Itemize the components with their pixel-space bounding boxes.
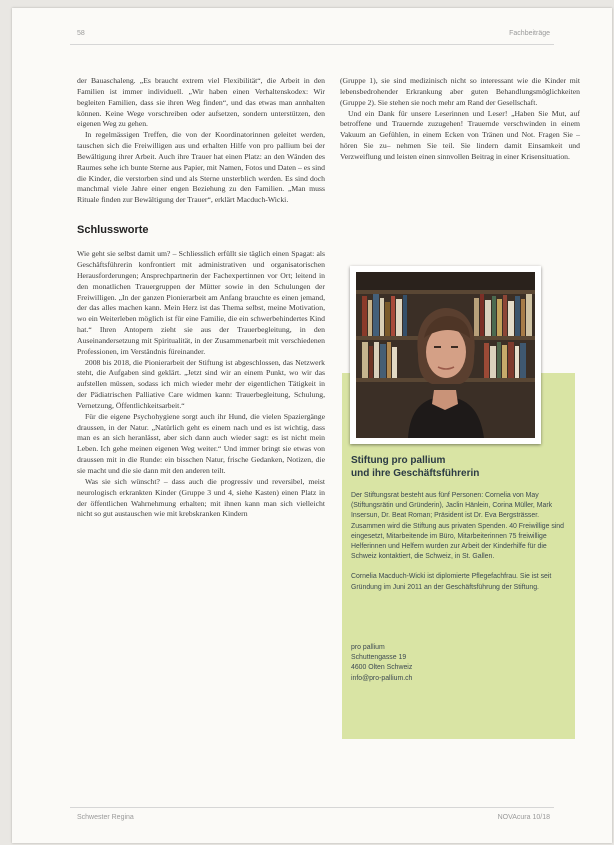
section-label: Fachbeiträge [509, 30, 550, 37]
left-column [77, 76, 325, 520]
paragraph: (Gruppe 1), sie sind medizinisch nicht so interessant wie die Kinder mit lebensbedrohender Erkrankung aber guten Behandlungsmöglichkeiten (Gruppe 2). Sie stehen sie noch mehr am Rand der Gesellschaft. [340, 76, 580, 107]
address-line: Schuttengasse 19 [351, 654, 407, 662]
paragraph: In regelmässigen Treffen, die von der Koordinatorinnen geleitet werden, tauschen sich die Freiwilligen aus und erhalten Hilfe von pro pallium bei der Bewältigung ihrer Arbeit. Auch ihre Trauer hat einen Platz: an den Wänden des Raumes sehe ich bunte Sterne aus Papier, mit Namen, Fotos und Daten – es sind die Kinder, die verstorben sind und als Sterne unsterblich werden. Es sind doch manchmal viele Jahre einer engen Beziehung zu den Familien. „Man muss Rituale finden zur Bewältigung der Trauer“, erklärt Macduch-Wicki. [77, 130, 325, 205]
address-email: info@pro-pallium.ch [351, 674, 413, 682]
header-divider [70, 44, 554, 45]
paragraph: 2008 bis 2018, die Pionierarbeit der Stiftung ist abgeschlossen, das Netzwerk steht, die Aufgaben sind geklärt. „Jetzt sind wir an einem Punkt, wo wir das aufstellen müssen, sodass ich mich wieder mehr der eigentlichen Tätigkeit in der Pädiatrischen Palliative Care widmen kann: Trauerbegleitung, Schulung, Vernetzung, Öffentlichkeitsarbeit.“ [77, 357, 325, 410]
section-heading: Schlussworte [77, 224, 149, 237]
info-title-line: Stiftung pro pallium [351, 455, 446, 466]
footer-divider [70, 807, 554, 808]
right-column [340, 76, 580, 163]
portrait-illustration [356, 272, 535, 438]
portrait-photo [356, 272, 535, 438]
address-line: pro pallium [351, 644, 385, 651]
info-address [351, 643, 567, 684]
footer-right: NOVAcura 10/18 [497, 814, 550, 821]
info-box-body [351, 491, 567, 603]
page-number: 58 [77, 30, 85, 37]
paragraph: Was sie sich wünscht? – dass auch die progressiv und reversibel, meist neurologisch erkrankten Kinder (Gruppe 3 und 4, siehe Kasten) einen Platz in der öffentlichen Wahrnehmung erhalten; mit ihnen kann man sich vielleicht nicht so gut austauschen wie mit krebskranken Kindern [77, 476, 325, 519]
info-paragraph: Der Stiftungsrat besteht aus fünf Personen: Cornelia von May (Stiftungsrätin und Gründerin), Jaclin Hänlein, Corina Müller, Mark Insersun, Dr. Beat Roman; Präsident ist Dr. Eva Bergsträsser. Zusammen wird die Stiftung aus privaten Spenden. 40 Freiwillige sind eingesetzt, Mitarbeitende im Büro, Mitarbeiterinnen 75 freiwillige Helferinnen und Helfern wurden zur Arbeit der Kinderhilfe für die Schweiz kontaktiert, die Schweiz, in St. Gallen. [351, 492, 564, 561]
info-paragraph: Cornelia Macduch-Wicki ist diplomierte Pflegefachfrau. Sie ist seit Gründung im Juni 2011 an der Geschäftsführung der Stiftung. [351, 573, 552, 591]
magazine-page [12, 8, 612, 843]
footer-left: Schwester Regina [77, 814, 134, 821]
info-title-line: und ihre Geschäftsführerin [351, 467, 480, 479]
paragraph: Für die eigene Psychohygiene sorgt auch ihr Hund, die vielen Spaziergänge draussen, in der Natur. „Natürlich geht es einem nach und es ist wichtig, dass man es an sich heranlässt, aber sich dann auch wieder sagt: es ist nicht mein Leben. Ich gehe meinen eigenen Weg weiter.“ Und immer bringt sie etwas von draussen mit in die Runde: ein bisschen Natur, frische Gedanken, Notizen, die sie macht und die sie dann mit den anderen teilt. [77, 411, 325, 475]
page-header [12, 30, 612, 40]
address-line: 4600 Olten Schweiz [351, 664, 413, 672]
portrait-photo-frame [350, 266, 541, 444]
paragraph: Wie geht sie selbst damit um? – Schliesslich erfüllt sie täglich einen Spagat: als Geschäftsführerin konfrontiert mit administrativen und organisatorischen Herausforderungen; Ansprechpartnerin der Fachexpertinnen vor Ort; leitend in den monatlichen Trauergruppen der Mütter sowie in den Schulungen der Freiwilligen. „In der ganzen Pionierarbeit am Anfang brauchte es einen jemand, der das alles machen kann. Mein Herz ist das Thema selbst, meine Motivation, wo ein Weiterleben möglich ist für eine Familie, die ein schwerbehindertes Kind hat.“ Ihren Antopern zieht sie aus der Trauerbegleitung, in den Auseinandersetzung mit Spiritualität, in der Zusammenarbeit mit verschiedenen Professionen, im Verständnis füreinander. [77, 249, 325, 356]
info-box-title [351, 455, 571, 480]
paragraph: Und ein Dank für unsere Leserinnen und Leser! „Haben Sie Mut, auf betroffene und Trauernde zuzugehen! Trauernde verschwinden in einem Vakuum an Gefühlen, in einem Ecken von Tränen und Not. Fragen Sie – hören Sie zu– nehmen Sie teil. Sie lindern damit Einsamkeit und Verzweiflung und leisten einen sinnvollen Beitrag in einer Krisensituation. [340, 108, 580, 161]
paragraph: der Bauaschaleng. „Es braucht extrem viel Flexibilität“, die Arbeit in den Familien ist immer individuell. „Wir haben einen Verhaltenskodex: Wir begleiten Familien, dass sie ihren Weg finden“, und das etwas man annhalten können. Keine Wege vorschreiben oder aufsetzen, sondern unterstützen, den eigenen Weg zu gehen. [77, 76, 325, 129]
